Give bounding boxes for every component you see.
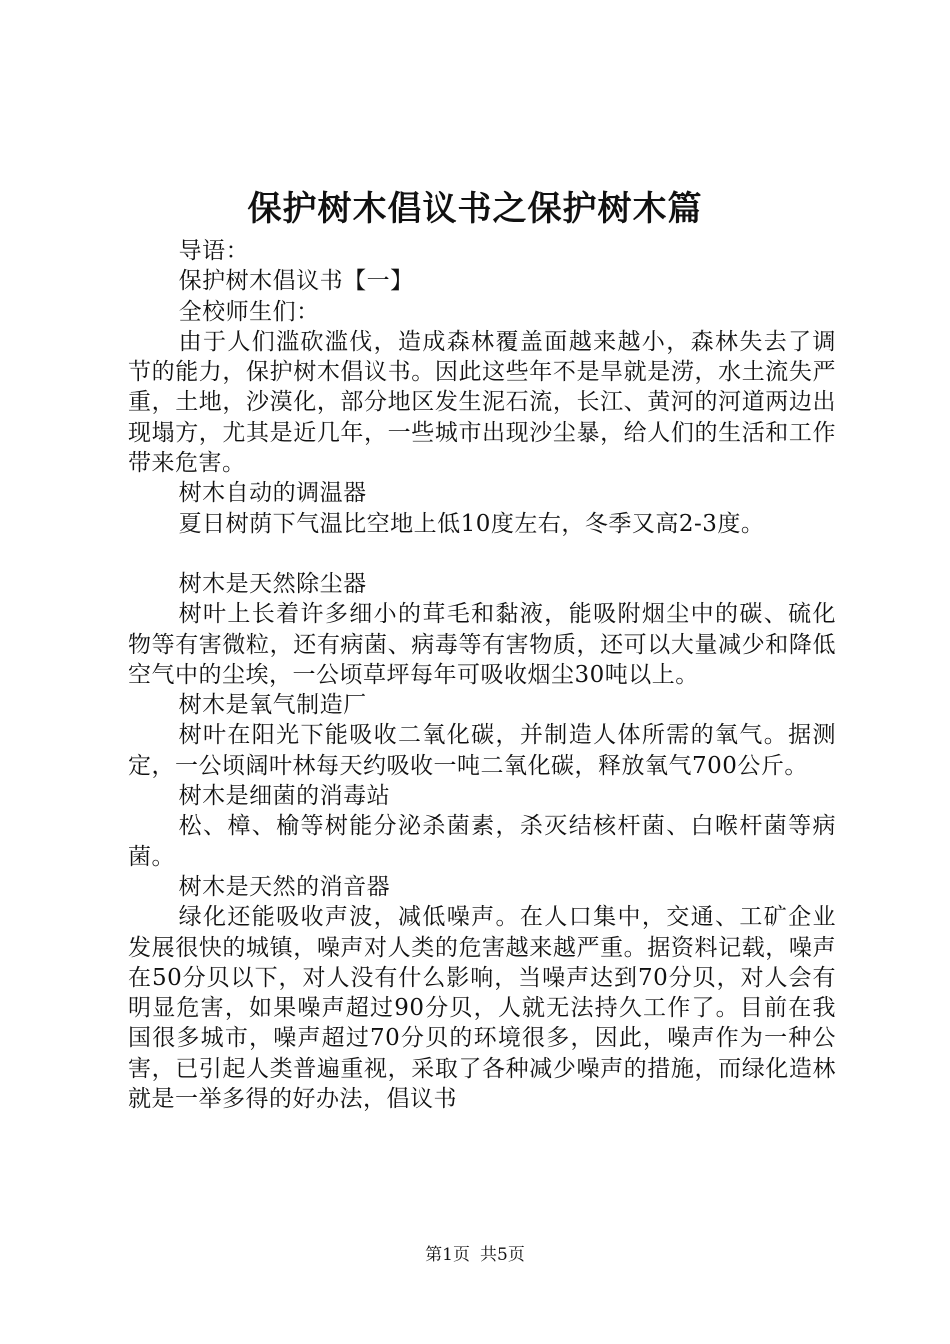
section-heading: 树木是天然除尘器 xyxy=(178,570,367,597)
blank-line xyxy=(128,539,836,569)
paragraph: 夏日树荫下气温比空地上低10度左右，冬季又高2-3度。 xyxy=(178,510,765,537)
paragraph: 树叶在阳光下能吸收二氧化碳，并制造人体所需的氧气。据测定，一公顷阔叶林每天约吸收一吨二氧化碳，释放氧气700公斤。 xyxy=(128,722,836,779)
page-footer xyxy=(0,1240,950,1265)
document-body xyxy=(128,236,836,1114)
paragraph: 保护树木倡议书【一】 xyxy=(178,268,414,295)
page-total: 共5页 xyxy=(480,1245,525,1265)
document-title: 保护树木倡议书之保护树木篇 xyxy=(247,189,703,229)
paragraph: 全校师生们： xyxy=(178,298,320,325)
paragraph: 树叶上长着许多细小的茸毛和黏液，能吸附烟尘中的碳、硫化物等有害微粒，还有病菌、病毒等有害物质，还可以大量减少和降低空气中的尘埃，一公顷草坪每年可吸收烟尘30吨以上。 xyxy=(128,601,836,688)
section-heading: 树木是氧气制造厂 xyxy=(178,692,367,719)
paragraph: 导语： xyxy=(178,238,250,264)
paragraph: 绿化还能吸收声波，减低噪声。在人口集中，交通、工矿企业发展很快的城镇，噪声对人类的危害越来越严重。据资料记载，噪声在50分贝以下，对人没有什么影响，当噪声达到70分贝，对人会有明显危害，如果噪声超过90分贝，人就无法持久工作了。目前在我国很多城市，噪声超过70分贝的环境很多，因此，噪声作为一种公害，已引起人类普遍重视，采取了各种减少噪声的措施，而绿化造林就是一举多得的好办法，倡议书 xyxy=(128,904,836,1113)
section-heading: 树木是细菌的消毒站 xyxy=(178,783,391,810)
paragraph: 由于人们滥砍滥伐，造成森林覆盖面越来越小，森林失去了调节的能力，保护树木倡议书。因此这些年不是旱就是涝，水土流失严重，土地，沙漠化，部分地区发生泥石流，长江、黄河的河道两边出现塌方，尤其是近几年，一些城市出现沙尘暴，给人们的生活和工作带来危害。 xyxy=(128,328,836,477)
paragraph: 松、樟、榆等树能分泌杀菌素，杀灭结核杆菌、白喉杆菌等病菌。 xyxy=(128,813,836,870)
page-number: 第1页 xyxy=(425,1245,470,1265)
section-heading: 树木自动的调温器 xyxy=(178,480,367,507)
section-heading: 树木是天然的消音器 xyxy=(178,873,391,900)
